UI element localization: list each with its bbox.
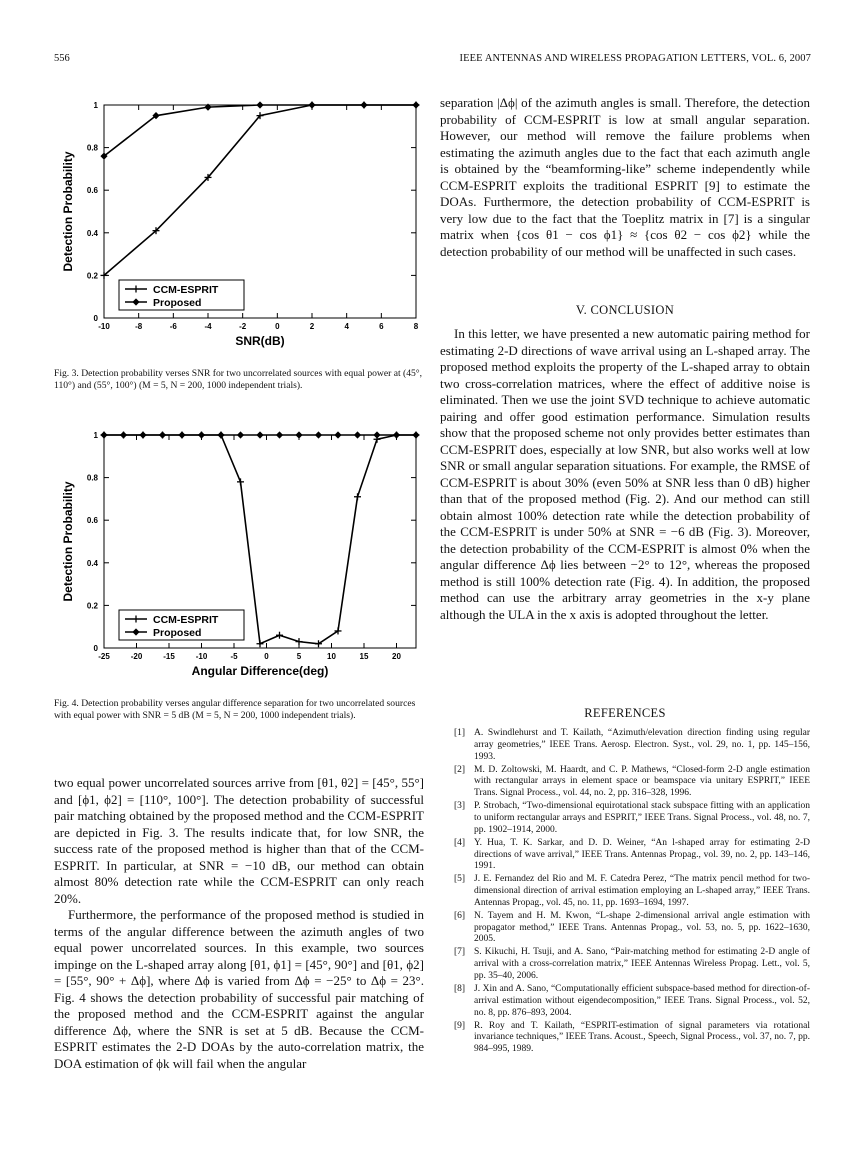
right-column-text xyxy=(440,95,810,260)
x-tick-label: 0 xyxy=(275,322,280,331)
x-tick-label: -10 xyxy=(98,322,110,331)
x-tick-label: 15 xyxy=(359,652,369,661)
x-axis-label: SNR(dB) xyxy=(235,334,285,348)
x-axis-label: Angular Difference(deg) xyxy=(191,664,329,678)
reference-text: R. Roy and T. Kailath, “ESPRIT-estimation of signal parameters via rotational invariance techniques,” IEEE Trans. Acoust., Speech, Signal Process., vol. 37, no. 7, pp. 984–995, 1989. xyxy=(474,1020,810,1055)
figure-3-caption: Fig. 3. Detection probability verses SNR for two uncorrelated sources with equal power at (45°, 110°) and (55°, 100°) (M = 5, N = 200, 1000 independent trials). xyxy=(54,368,423,391)
references-heading: REFERENCES xyxy=(584,706,666,720)
diamond-marker xyxy=(256,101,263,108)
legend-label: Proposed xyxy=(153,297,202,309)
y-tick-label: 0 xyxy=(93,314,98,323)
reference-text: A. Swindlehurst and T. Kailath, “Azimuth/elevation direction finding using regular array geometries,” IEEE Trans. Aerosp. Electron. Syst., vol. 29, no. 1, pp. 145–156, 1993. xyxy=(474,728,810,762)
reference-text: J. E. Fernandez del Rio and M. F. Catedra Perez, “The matrix pencil method for two-dimensional direction of arrival estimation employing an L-shaped array,” IEEE Trans. Antennas Propag., vol. 45, no. 11, pp. 1693–1694, 1997. xyxy=(474,874,810,908)
reference-number: [2] xyxy=(454,764,466,775)
diamond-marker xyxy=(139,431,146,438)
left-column-text xyxy=(54,775,424,1072)
figure-4-chart xyxy=(54,425,434,690)
reference-item xyxy=(454,728,810,763)
reference-text: S. Kikuchi, H. Tsuji, and A. Sano, “Pair-matching method for estimating 2-D angle of arrival with a cross-correlation matrix,” IEEE Antennas Wireless Propag. Lett., vol. 5, pp. 35–40, 2006. xyxy=(474,947,810,982)
diamond-marker xyxy=(256,431,263,438)
reference-number: [7] xyxy=(454,947,466,958)
reference-item xyxy=(454,910,810,946)
reference-number: [4] xyxy=(454,837,466,848)
diamond-marker xyxy=(412,101,419,108)
x-tick-label: 20 xyxy=(392,652,401,661)
x-tick-label: 2 xyxy=(309,322,315,331)
diamond-marker xyxy=(354,431,361,438)
x-tick-label: -5 xyxy=(230,652,238,661)
reference-item xyxy=(454,947,810,982)
diamond-marker xyxy=(295,431,302,438)
x-tick-label: -20 xyxy=(130,652,143,661)
legend-label: Proposed xyxy=(153,627,202,639)
diamond-marker xyxy=(178,431,185,438)
x-tick-label: -10 xyxy=(195,652,208,661)
plus-marker xyxy=(257,640,264,647)
plus-marker xyxy=(276,632,283,639)
x-tick-label: 6 xyxy=(379,322,384,331)
figure-3-chart xyxy=(54,95,434,360)
diamond-marker xyxy=(237,431,244,438)
diamond-marker xyxy=(393,431,400,438)
y-tick-label: 0.6 xyxy=(86,186,98,196)
y-tick-label: 0.6 xyxy=(86,516,98,526)
y-tick-label: 0.8 xyxy=(86,473,98,483)
figure-4-caption: Fig. 4. Detection probability verses angular difference separation for two uncorrelated sources with equal power with SNR = 5 dB (M = 5, N = 200, 1000 independent trials). xyxy=(54,698,416,721)
conclusion-heading: V. CONCLUSION xyxy=(575,303,675,317)
x-tick-label: -25 xyxy=(98,652,110,661)
x-tick-label: -8 xyxy=(135,322,143,331)
x-tick-label: 8 xyxy=(413,322,419,331)
y-tick-label: 0.2 xyxy=(86,271,98,281)
diamond-marker xyxy=(217,431,224,438)
diamond-marker xyxy=(276,431,283,438)
reference-number: [9] xyxy=(454,1020,466,1031)
reference-text: P. Strobach, “Two-dimensional equirotational stack subspace fitting with an application to uniform rectangular arrays and ESPRIT,” IEEE Trans. Signal Process., vol. 48, no. 7, pp. 1902–1914, 2000. xyxy=(474,801,810,835)
legend-label: CCM-ESPRIT xyxy=(153,284,219,296)
y-axis-label: Detection Probability xyxy=(61,151,75,272)
diamond-marker xyxy=(412,431,419,438)
series-line-ccm-esprit xyxy=(104,105,416,275)
y-tick-label: 1 xyxy=(93,101,98,110)
diamond-marker xyxy=(334,431,341,438)
x-tick-label: 10 xyxy=(327,652,336,661)
left-paragraph-1: two equal power uncorrelated sources arrive from [θ1, θ2] = [45°, 55°] and [ϕ1, ϕ2] = [110°, 100°]. The detection probability of successful pair matching obtained by the proposed method and the CCM-ESPRIT are depicted in Fig. 3. The results indicate that, for low SNR, the success rate of the proposed method is higher than that of the CCM-ESPRIT. In particular, at SNR = −10 dB, our method can obtain almost 80% detection rate while the CCM-ESPRIT can only reach 20%. xyxy=(54,775,424,906)
reference-item xyxy=(454,1020,810,1056)
x-tick-label: 5 xyxy=(296,652,302,661)
diamond-marker xyxy=(100,431,107,438)
diamond-marker xyxy=(120,431,127,438)
reference-text: J. Xin and A. Sano, “Computationally efficient subspace-based method for direction-of-arrival estimation without eigendecomposition,” IEEE Trans. Signal Process., vol. 52, no. 8, pp. 876–893, 2004. xyxy=(474,984,810,1018)
x-tick-label: 4 xyxy=(344,322,349,331)
diamond-marker xyxy=(373,431,380,438)
reference-text: N. Tayem and H. M. Kwon, “L-shape 2-dimensional arrival angle estimation with propagator method,” IEEE Trans. Antennas Propag., vol. 53, no. 5, pp. 1622–1630, 2005. xyxy=(474,910,810,945)
diamond-marker xyxy=(360,101,367,108)
y-tick-label: 0.4 xyxy=(86,558,98,568)
page-number: 556 xyxy=(54,53,70,64)
reference-item xyxy=(454,984,810,1019)
plus-marker xyxy=(237,478,244,485)
reference-item xyxy=(454,874,810,909)
x-tick-label: -2 xyxy=(239,322,247,331)
x-tick-label: -4 xyxy=(204,322,212,331)
conclusion-body xyxy=(440,326,810,623)
reference-text: M. D. Zoltowski, M. Haardt, and C. P. Mathews, “Closed-form 2-D angle estimation with rectangular arrays in element space or beamspace via unitary ESPRIT,” IEEE Trans. Signal Process., vol. 44, no. 2, pp. 316–328, 1996. xyxy=(474,764,810,799)
y-axis-label: Detection Probability xyxy=(61,481,75,602)
right-paragraph-1: separation |Δϕ| of the azimuth angles is small. Therefore, the detection probability of CCM-ESPRIT is low at small angular separation. However, our method will remove the failure problems when estimating the azimuth angles due to the fact that each azimuth angle is obtained by the “beamforming-like” scheme independently while CCM-ESPRIT exploits the traditional ESPRIT [9] to estimate the DOAs. Furthermore, the detection probability of CCM-ESPRIT is very low due to the fact that the Toeplitz matrix in [7] is a singular matrix when {cos θ1 − cos ϕ1} ≈ {cos θ2 − cos ϕ2} while the detection probability of our method will be unaffected in such cases. xyxy=(440,95,810,259)
reference-text: Y. Hua, T. K. Sarkar, and D. D. Weiner, “An l-shaped array for estimating 2-D directions of wave arrival,” IEEE Trans. Antennas Propag., vol. 39, no. 2, pp. 143–146, 1991. xyxy=(474,837,810,872)
diamond-marker xyxy=(198,431,205,438)
legend-label: CCM-ESPRIT xyxy=(153,614,219,626)
references-list xyxy=(454,728,810,1057)
plus-marker xyxy=(296,638,303,645)
y-tick-label: 1 xyxy=(93,431,98,440)
diamond-marker xyxy=(315,431,322,438)
y-tick-label: 0 xyxy=(93,644,98,653)
y-tick-label: 0.4 xyxy=(86,228,98,238)
y-tick-label: 0.8 xyxy=(86,143,98,153)
conclusion-paragraph: In this letter, we have presented a new automatic pairing method for estimating 2-D directions of wave arrival using an L-shaped array. The proposed method exploits the property of the L-shaped array to obtain two cross-correlation matrices, where the effect of additive noise is eliminated. Then we use the joint SVD technique to achieve automatic pairing and offer good estimation performance. Simulation results show that the proposed scheme not only provides better estimates than CCM-ESPRIT does, especially at low SNR, but also works well at low SNR or small angular separation situations. For example, the RMSE of CCM-ESPRIT is about 30% (even 50% at SNR less than 0 dB) higher than that of the proposed method (Fig. 2). And our method can still obtain almost 100% detection rate while the detection probability of the CCM-ESPRIT is under 50% at SNR = −6 dB (Fig. 3). Moreover, the detection probability of the CCM-ESPRIT is almost 0% when the angular difference Δϕ lies between −2° to 12°, whereas the proposed method is still 100% detection rate (Fig. 4). In addition, the proposed method can use the arbitrary array geometries in the x-y plane although the ULA in the x axis is adopted throughout the letter. xyxy=(440,326,810,622)
reference-number: [5] xyxy=(454,874,466,885)
reference-number: [3] xyxy=(454,801,466,812)
diamond-marker xyxy=(308,101,315,108)
y-tick-label: 0.2 xyxy=(86,601,98,611)
reference-item xyxy=(454,801,810,836)
x-tick-label: -6 xyxy=(169,322,177,331)
x-tick-label: 0 xyxy=(264,652,269,661)
reference-item xyxy=(454,837,810,873)
reference-number: [6] xyxy=(454,910,466,921)
x-tick-label: -15 xyxy=(163,652,175,661)
left-paragraph-2: Furthermore, the performance of the proposed method is studied in terms of the angular difference between the azimuth angles of two equal power uncorrelated sources. In this example, two sources impinge on the L-shaped array along [θ1, ϕ1] = [45°, 90°] and [θ1, ϕ2] = [55°, 90° + Δϕ], where Δϕ is varied from Δϕ = −25° to Δϕ = 23°. Fig. 4 shows the detection probability of successful pair matching of the proposed method and the CCM-ESPRIT against the angular difference Δϕ, where the SNR is set at 5 dB. Because the CCM-ESPRIT estimates the 2-D DOAs by the auto-correlation matrix, the DOA estimation of ϕk will fail when the angular xyxy=(54,907,424,1071)
plus-marker xyxy=(354,493,361,500)
reference-item xyxy=(454,764,810,800)
journal-header: IEEE ANTENNAS AND WIRELESS PROPAGATION LETTERS, VOL. 6, 2007 xyxy=(459,53,811,64)
reference-number: [1] xyxy=(454,728,466,738)
reference-number: [8] xyxy=(454,984,466,995)
diamond-marker xyxy=(159,431,166,438)
